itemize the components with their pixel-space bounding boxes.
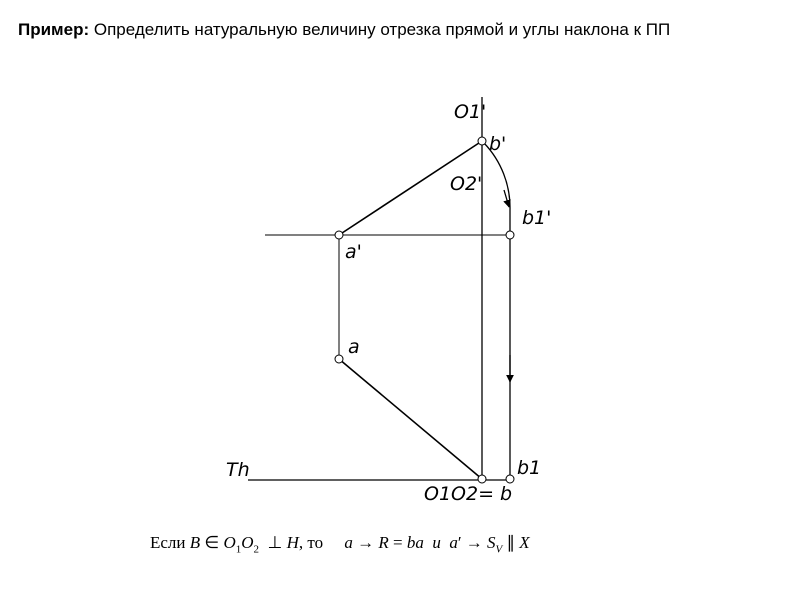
point-a-prime [335,231,343,239]
label-th: Th [226,459,250,481]
point-b1 [506,475,514,483]
label-o1-prime: O1' [454,101,487,123]
example-label: Пример: [18,20,90,39]
point-b1-prime [506,231,514,239]
point-b-prime [478,137,486,145]
task-text: Определить натуральную величину отрезка прямой и углы наклона к ПП [93,20,671,39]
label-a: a [348,336,360,358]
point-b [478,475,486,483]
label-a-prime: a' [345,241,362,263]
label-b-prime: b' [489,133,507,155]
label-o2-prime: O2' [450,173,483,195]
label-o1o2-b: O1O2= b [424,483,513,505]
label-b1-prime: b1' [522,207,552,229]
segment-a-b [339,359,482,479]
formula-if-word: Если [150,533,186,552]
condition-formula: Если B ∈ $O_1O_2$ ⊥ H, то a → R = ba и $a' \to S_V$ ∥ X [150,533,530,556]
point-a [335,355,343,363]
formula-then-word: то [307,533,324,552]
label-b1: b1 [517,457,542,479]
